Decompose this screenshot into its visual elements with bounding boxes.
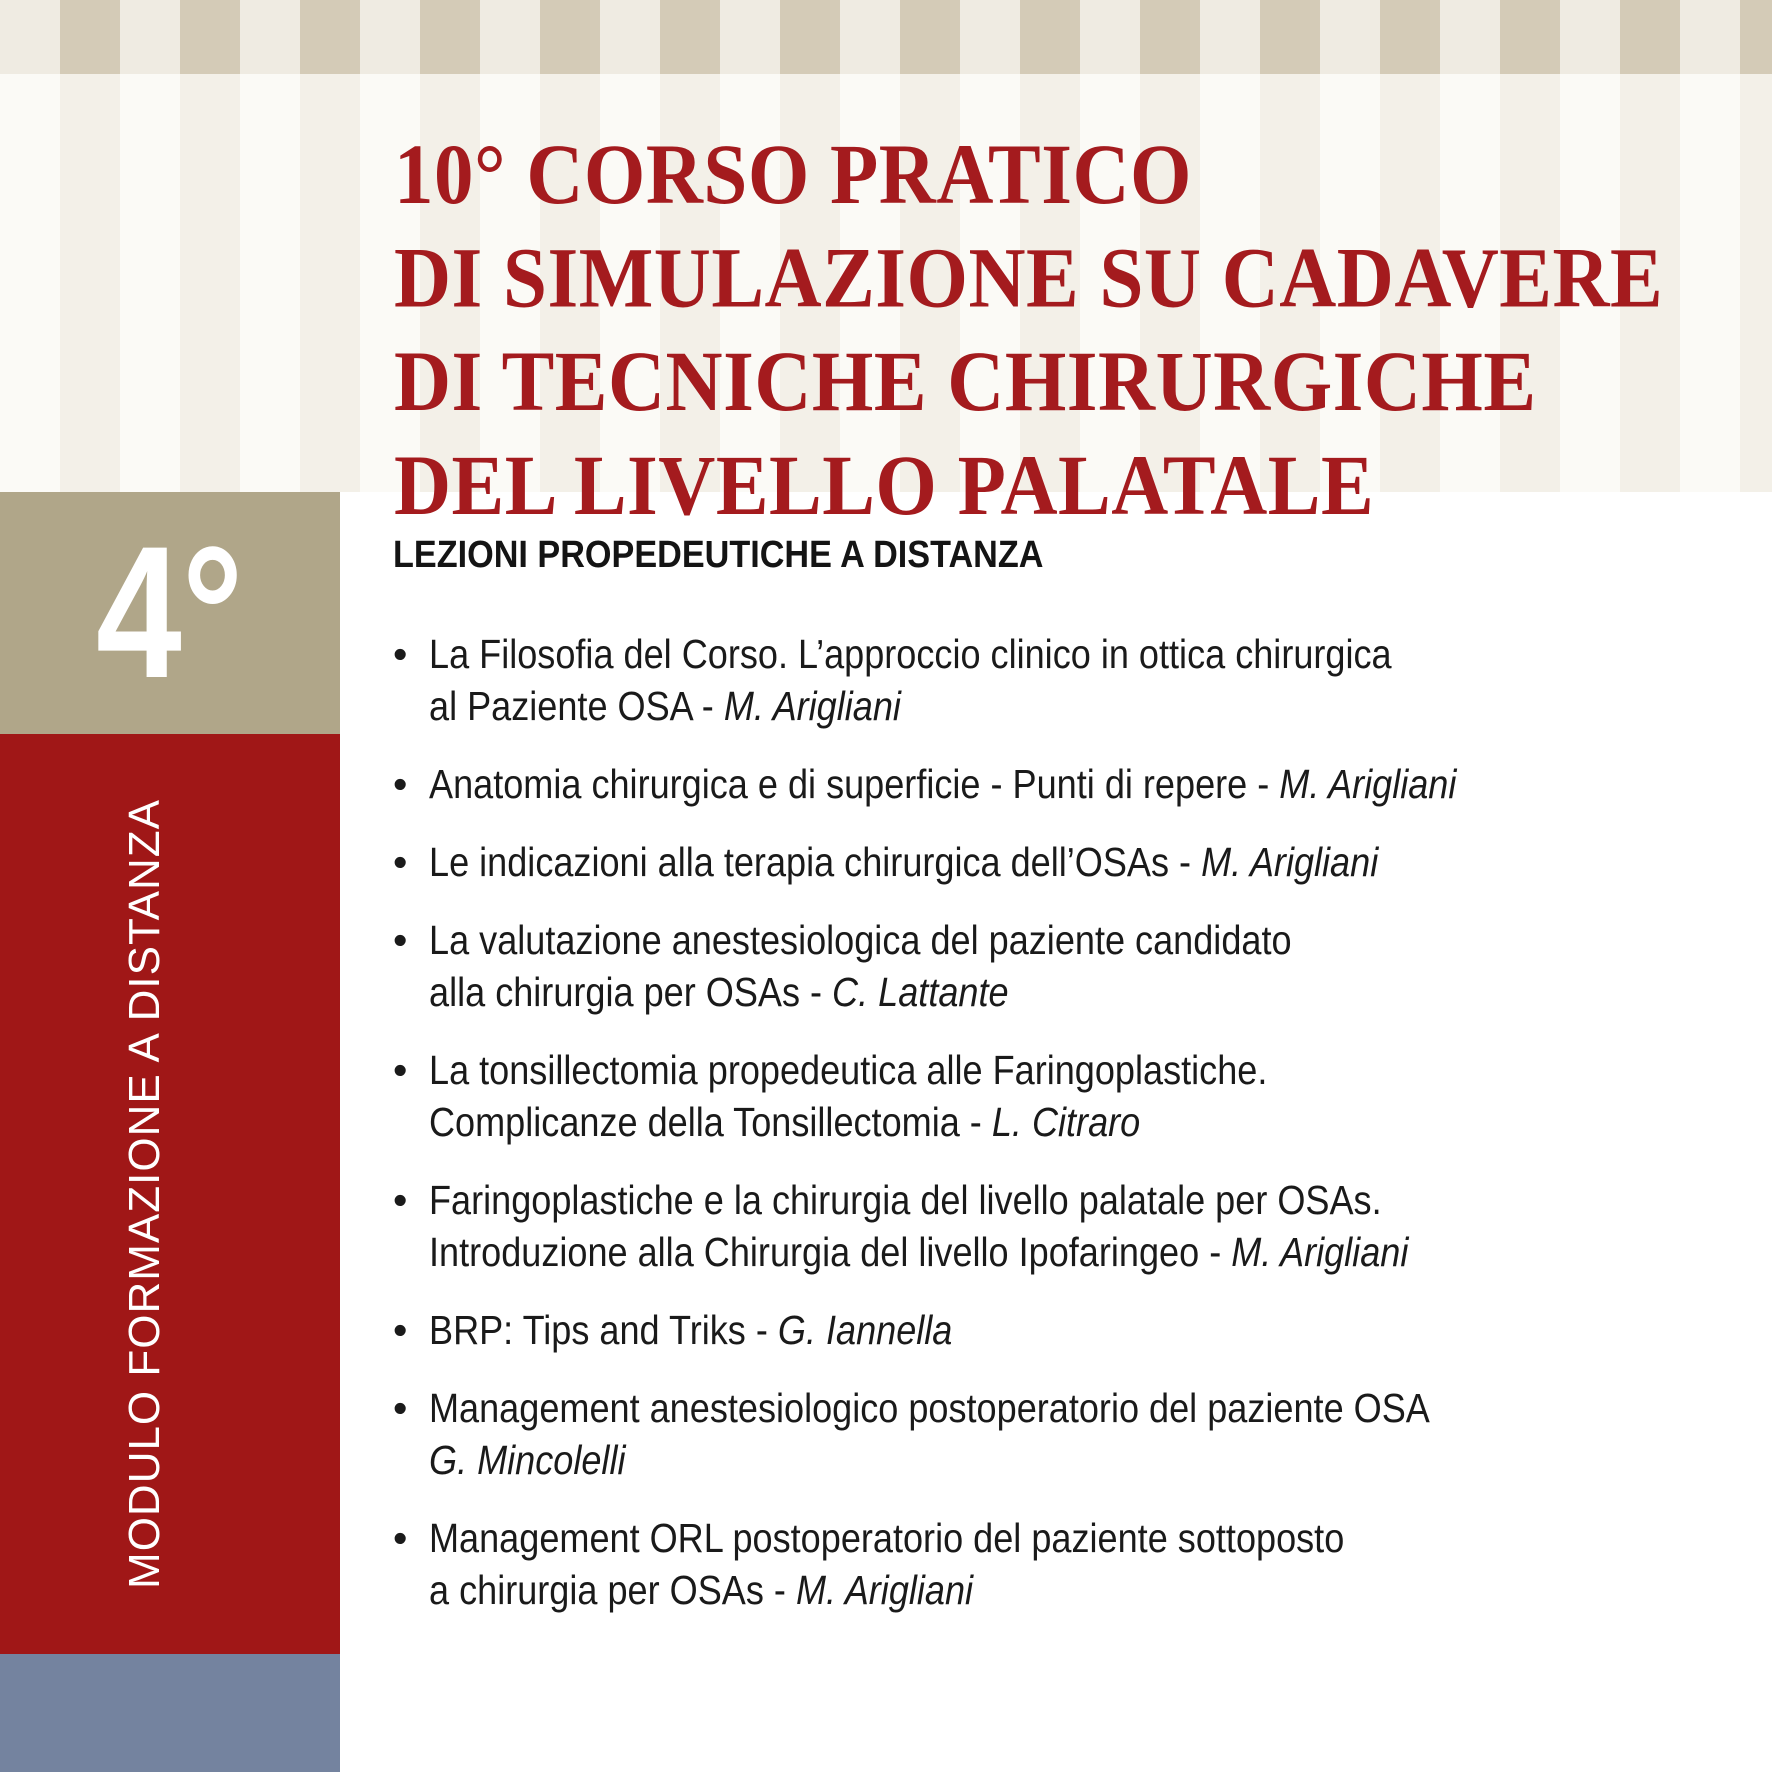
- title-line: 10° CORSO PRATICO: [394, 128, 1192, 223]
- course-title: [394, 124, 1724, 539]
- lesson-author: M. Arigliani: [1279, 761, 1457, 807]
- lesson-line: a chirurgia per OSAs -: [429, 1567, 796, 1613]
- bullet: •: [393, 839, 408, 885]
- lesson-author: M. Arigliani: [795, 1567, 974, 1613]
- list-item: [393, 1382, 1733, 1486]
- lesson-line: Introduzione alla Chirurgia del livello Ipofaringeo -: [429, 1229, 1232, 1275]
- lesson-author: M. Arigliani: [1231, 1229, 1409, 1275]
- lesson-line: La tonsillectomia propedeutica alle Faringoplastiche.: [429, 1047, 1268, 1093]
- module-label-band: [0, 734, 340, 1654]
- lesson-line: Management ORL postoperatorio del paziente sottoposto: [429, 1515, 1345, 1561]
- list-item: [393, 1512, 1733, 1616]
- list-item: [393, 914, 1733, 1018]
- sidebar-footer-band: [0, 1654, 340, 1772]
- lesson-author: G. Iannella: [777, 1307, 953, 1353]
- lesson-line: Management anestesiologico postoperatorio del paziente OSA: [429, 1385, 1430, 1431]
- list-item: [393, 628, 1733, 732]
- lesson-list: [393, 628, 1733, 1642]
- bullet: •: [393, 631, 408, 677]
- list-item: [393, 1044, 1733, 1148]
- bullet: •: [393, 1177, 408, 1223]
- title-line: DI SIMULAZIONE SU CADAVERE: [394, 232, 1664, 326]
- lesson-line: Faringoplastiche e la chirurgia del livello palatale per OSAs.: [429, 1177, 1382, 1223]
- bullet: •: [393, 761, 408, 807]
- list-item: [393, 758, 1733, 810]
- bullet: •: [393, 1515, 408, 1561]
- lesson-line: BRP: Tips and Triks -: [429, 1307, 778, 1353]
- module-label: MODULO FORMAZIONE A DISTANZA: [120, 799, 169, 1589]
- bullet: •: [393, 1307, 408, 1353]
- lesson-line: alla chirurgia per OSAs -: [429, 969, 833, 1015]
- lesson-line: Le indicazioni alla terapia chirurgica dell’OSAs -: [429, 839, 1202, 885]
- bullet: •: [393, 917, 408, 963]
- list-item: [393, 1174, 1733, 1278]
- lesson-line: La Filosofia del Corso. L’approccio clinico in ottica chirurgica: [429, 631, 1392, 677]
- lesson-author: C. Lattante: [832, 969, 1009, 1015]
- title-line: DI TECNICHE CHIRURGICHE: [394, 335, 1537, 430]
- list-item: [393, 1304, 1733, 1356]
- module-number: 4°: [96, 507, 244, 717]
- list-item: [393, 836, 1733, 888]
- bullet: •: [393, 1047, 408, 1093]
- section-heading: LEZIONI PROPEDEUTICHE A DISTANZA: [393, 534, 1044, 576]
- lesson-line: La valutazione anestesiologica del paziente candidato: [429, 917, 1292, 963]
- lesson-line: Anatomia chirurgica e di superficie - Punti di repere -: [429, 761, 1280, 807]
- lesson-line: Complicanze della Tonsillectomia -: [429, 1099, 992, 1145]
- lesson-line: al Paziente OSA -: [429, 683, 724, 729]
- title-line: DEL LIVELLO PALATALE: [394, 439, 1375, 534]
- lesson-author: M. Arigliani: [723, 683, 901, 729]
- lesson-author: G. Mincolelli: [429, 1437, 626, 1483]
- lesson-author: M. Arigliani: [1201, 839, 1379, 885]
- bullet: •: [393, 1385, 408, 1431]
- top-stripe-band: [0, 0, 1772, 74]
- lesson-author: L. Citraro: [991, 1099, 1141, 1145]
